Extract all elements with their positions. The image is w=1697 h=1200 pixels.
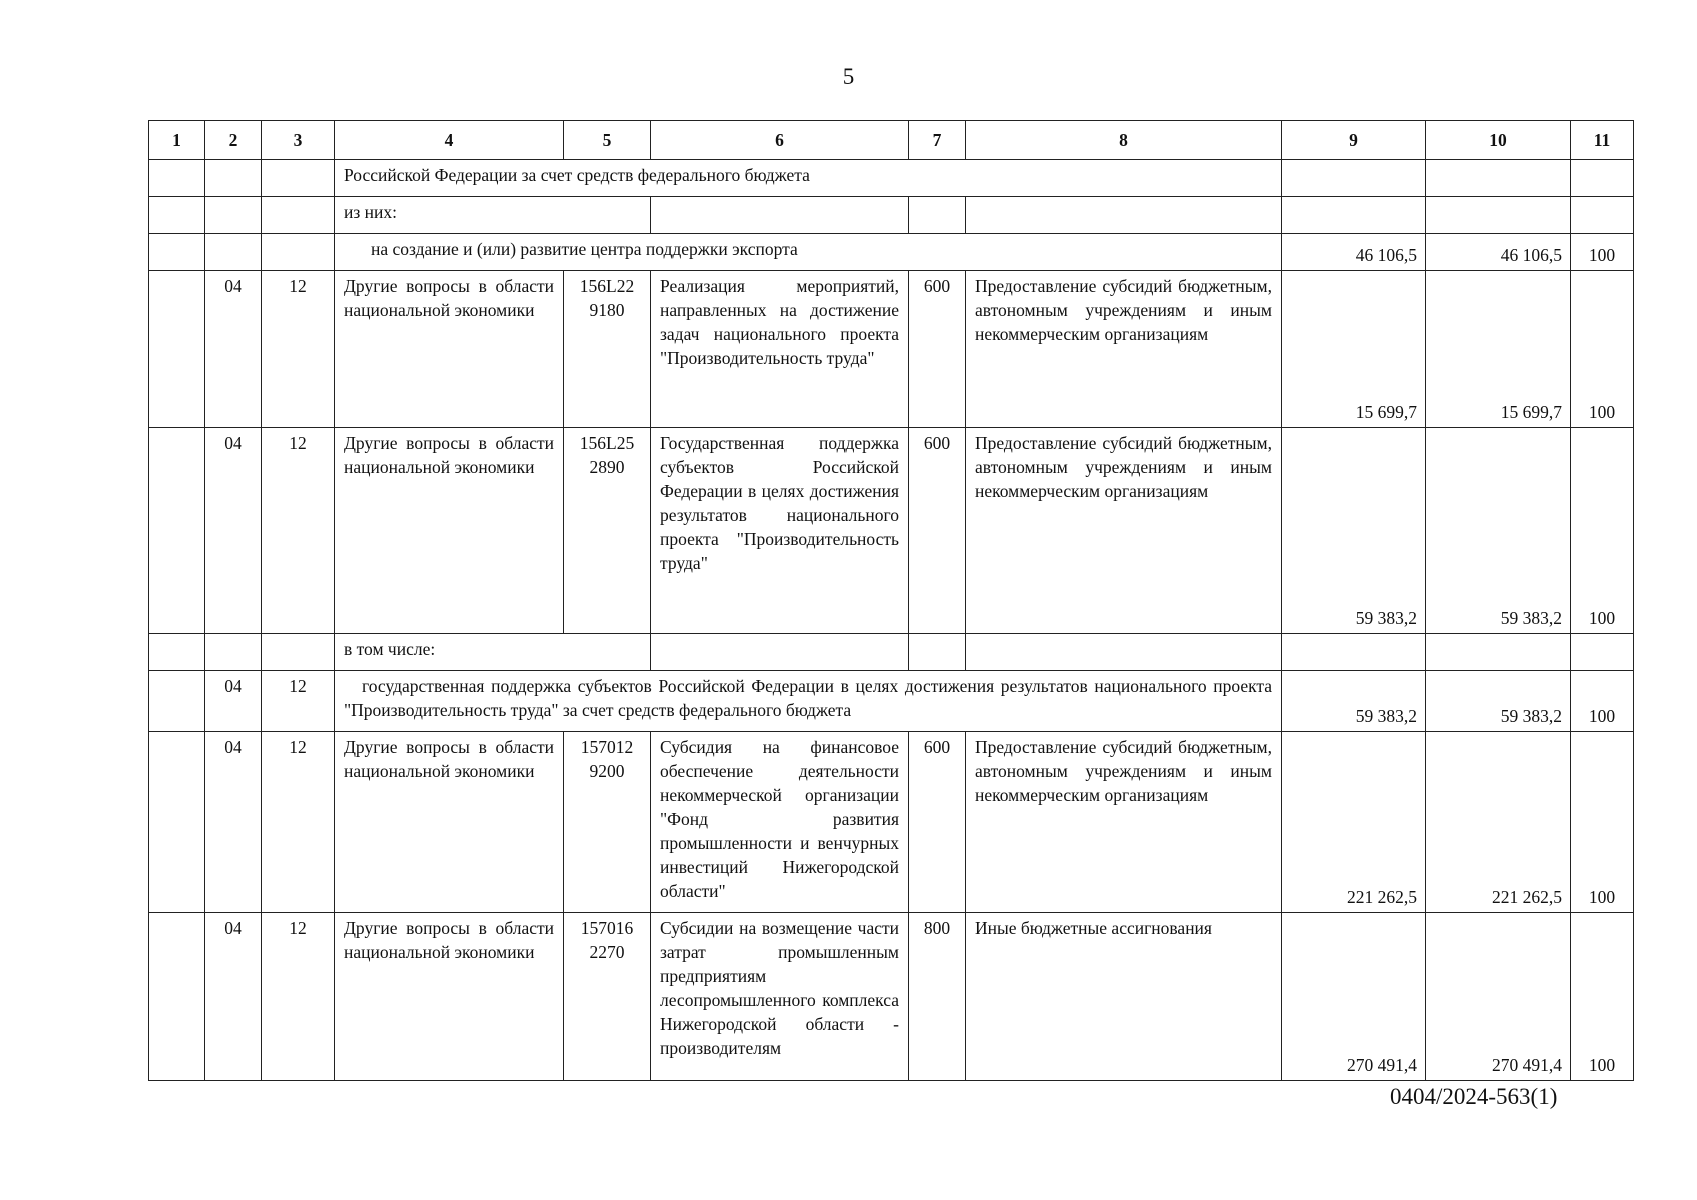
budget-table — [148, 120, 1634, 1081]
table-row — [149, 732, 1634, 913]
empty-cell — [1282, 197, 1426, 234]
table-row — [149, 634, 1634, 671]
subsection-code: 12 — [262, 913, 335, 1081]
empty-cell — [149, 234, 205, 271]
empty-cell — [1571, 634, 1634, 671]
table-row — [149, 428, 1634, 634]
header-cell: 1 — [149, 121, 205, 160]
subsection-name: Другие вопросы в области национальной экономики — [335, 271, 564, 428]
percent: 100 — [1571, 913, 1634, 1081]
empty-cell — [262, 234, 335, 271]
empty-cell — [1426, 160, 1571, 197]
target-article: 156L25 2890 — [564, 428, 651, 634]
subsection-name: Другие вопросы в области национальной экономики — [335, 428, 564, 634]
row-text: из них: — [335, 197, 651, 234]
percent: 100 — [1571, 732, 1634, 913]
empty-cell — [1426, 197, 1571, 234]
amount-executed: 46 106,5 — [1426, 234, 1571, 271]
section-code: 04 — [205, 671, 262, 732]
table-row — [149, 197, 1634, 234]
header-cell: 9 — [1282, 121, 1426, 160]
row-text: государственная поддержка субъектов Российской Федерации в целях достижения результатов национального проекта "Производительность труда" за счет средств федерального бюджета — [335, 671, 1282, 732]
table-row — [149, 913, 1634, 1081]
header-cell: 6 — [651, 121, 909, 160]
empty-cell — [909, 634, 966, 671]
empty-cell — [262, 634, 335, 671]
expense-type-name: Предоставление субсидий бюджетным, автономным учреждениям и иным некоммерческим организациям — [966, 732, 1282, 913]
expense-type-code: 600 — [909, 271, 966, 428]
header-row — [149, 121, 1634, 160]
expense-type-name: Иные бюджетные ассигнования — [966, 913, 1282, 1081]
header-cell: 2 — [205, 121, 262, 160]
subsection-code: 12 — [262, 732, 335, 913]
empty-cell — [205, 634, 262, 671]
empty-cell — [651, 634, 909, 671]
empty-cell — [205, 160, 262, 197]
empty-cell — [909, 197, 966, 234]
header-cell: 11 — [1571, 121, 1634, 160]
section-code: 04 — [205, 732, 262, 913]
section-code: 04 — [205, 271, 262, 428]
target-article: 156L22 9180 — [564, 271, 651, 428]
section-code: 04 — [205, 428, 262, 634]
amount-executed: 221 262,5 — [1426, 732, 1571, 913]
empty-cell — [149, 160, 205, 197]
header-cell: 3 — [262, 121, 335, 160]
subsection-code: 12 — [262, 428, 335, 634]
expense-type-name: Предоставление субсидий бюджетным, автономным учреждениям и иным некоммерческим организациям — [966, 271, 1282, 428]
document-code: 0404/2024-563(1) — [1390, 1084, 1558, 1109]
amount-executed: 59 383,2 — [1426, 671, 1571, 732]
amount-planned: 59 383,2 — [1282, 671, 1426, 732]
amount-planned: 59 383,2 — [1282, 428, 1426, 634]
article-name: Субсидии на возмещение части затрат промышленным предприятиям лесопромышленного комплекса Нижегородской области - производителям — [651, 913, 909, 1081]
percent: 100 — [1571, 671, 1634, 732]
article-name: Субсидия на финансовое обеспечение деятельности некоммерческой организации "Фонд развития промышленности и венчурных инвестиций Нижегородской области" — [651, 732, 909, 913]
empty-cell — [149, 732, 205, 913]
percent: 100 — [1571, 428, 1634, 634]
empty-cell — [1571, 160, 1634, 197]
empty-cell — [149, 634, 205, 671]
expense-type-code: 800 — [909, 913, 966, 1081]
subsection-name: Другие вопросы в области национальной экономики — [335, 913, 564, 1081]
row-text: на создание и (или) развитие центра поддержки экспорта — [335, 234, 1282, 271]
expense-type-name: Предоставление субсидий бюджетным, автономным учреждениям и иным некоммерческим организациям — [966, 428, 1282, 634]
empty-cell — [149, 428, 205, 634]
empty-cell — [205, 234, 262, 271]
amount-executed: 59 383,2 — [1426, 428, 1571, 634]
amount-planned: 15 699,7 — [1282, 271, 1426, 428]
amount-planned: 270 491,4 — [1282, 913, 1426, 1081]
amount-planned: 46 106,5 — [1282, 234, 1426, 271]
percent: 100 — [1571, 271, 1634, 428]
table-row — [149, 234, 1634, 271]
table-row — [149, 671, 1634, 732]
amount-executed: 270 491,4 — [1426, 913, 1571, 1081]
percent: 100 — [1571, 234, 1634, 271]
article-name: Реализация мероприятий, направленных на достижение задач национального проекта "Производительность труда" — [651, 271, 909, 428]
header-cell: 4 — [335, 121, 564, 160]
section-code: 04 — [205, 913, 262, 1081]
expense-type-code: 600 — [909, 732, 966, 913]
table-row — [149, 160, 1634, 197]
empty-cell — [149, 671, 205, 732]
empty-cell — [205, 197, 262, 234]
empty-cell — [262, 160, 335, 197]
row-text: в том числе: — [335, 634, 651, 671]
empty-cell — [1282, 160, 1426, 197]
empty-cell — [1571, 197, 1634, 234]
amount-executed: 15 699,7 — [1426, 271, 1571, 428]
amount-planned: 221 262,5 — [1282, 732, 1426, 913]
article-name: Государственная поддержка субъектов Российской Федерации в целях достижения результатов национального проекта "Производительность труда" — [651, 428, 909, 634]
empty-cell — [966, 197, 1282, 234]
page-number: 5 — [842, 64, 855, 89]
target-article: 157012 9200 — [564, 732, 651, 913]
empty-cell — [966, 634, 1282, 671]
expense-type-code: 600 — [909, 428, 966, 634]
empty-cell — [1282, 634, 1426, 671]
empty-cell — [149, 271, 205, 428]
subsection-code: 12 — [262, 271, 335, 428]
row-text: Российской Федерации за счет средств федерального бюджета — [335, 160, 1282, 197]
empty-cell — [1426, 634, 1571, 671]
empty-cell — [149, 197, 205, 234]
header-cell: 8 — [966, 121, 1282, 160]
header-cell: 10 — [1426, 121, 1571, 160]
header-cell: 7 — [909, 121, 966, 160]
target-article: 157016 2270 — [564, 913, 651, 1081]
empty-cell — [651, 197, 909, 234]
table-row — [149, 271, 1634, 428]
subsection-code: 12 — [262, 671, 335, 732]
empty-cell — [149, 913, 205, 1081]
header-cell: 5 — [564, 121, 651, 160]
empty-cell — [262, 197, 335, 234]
subsection-name: Другие вопросы в области национальной экономики — [335, 732, 564, 913]
